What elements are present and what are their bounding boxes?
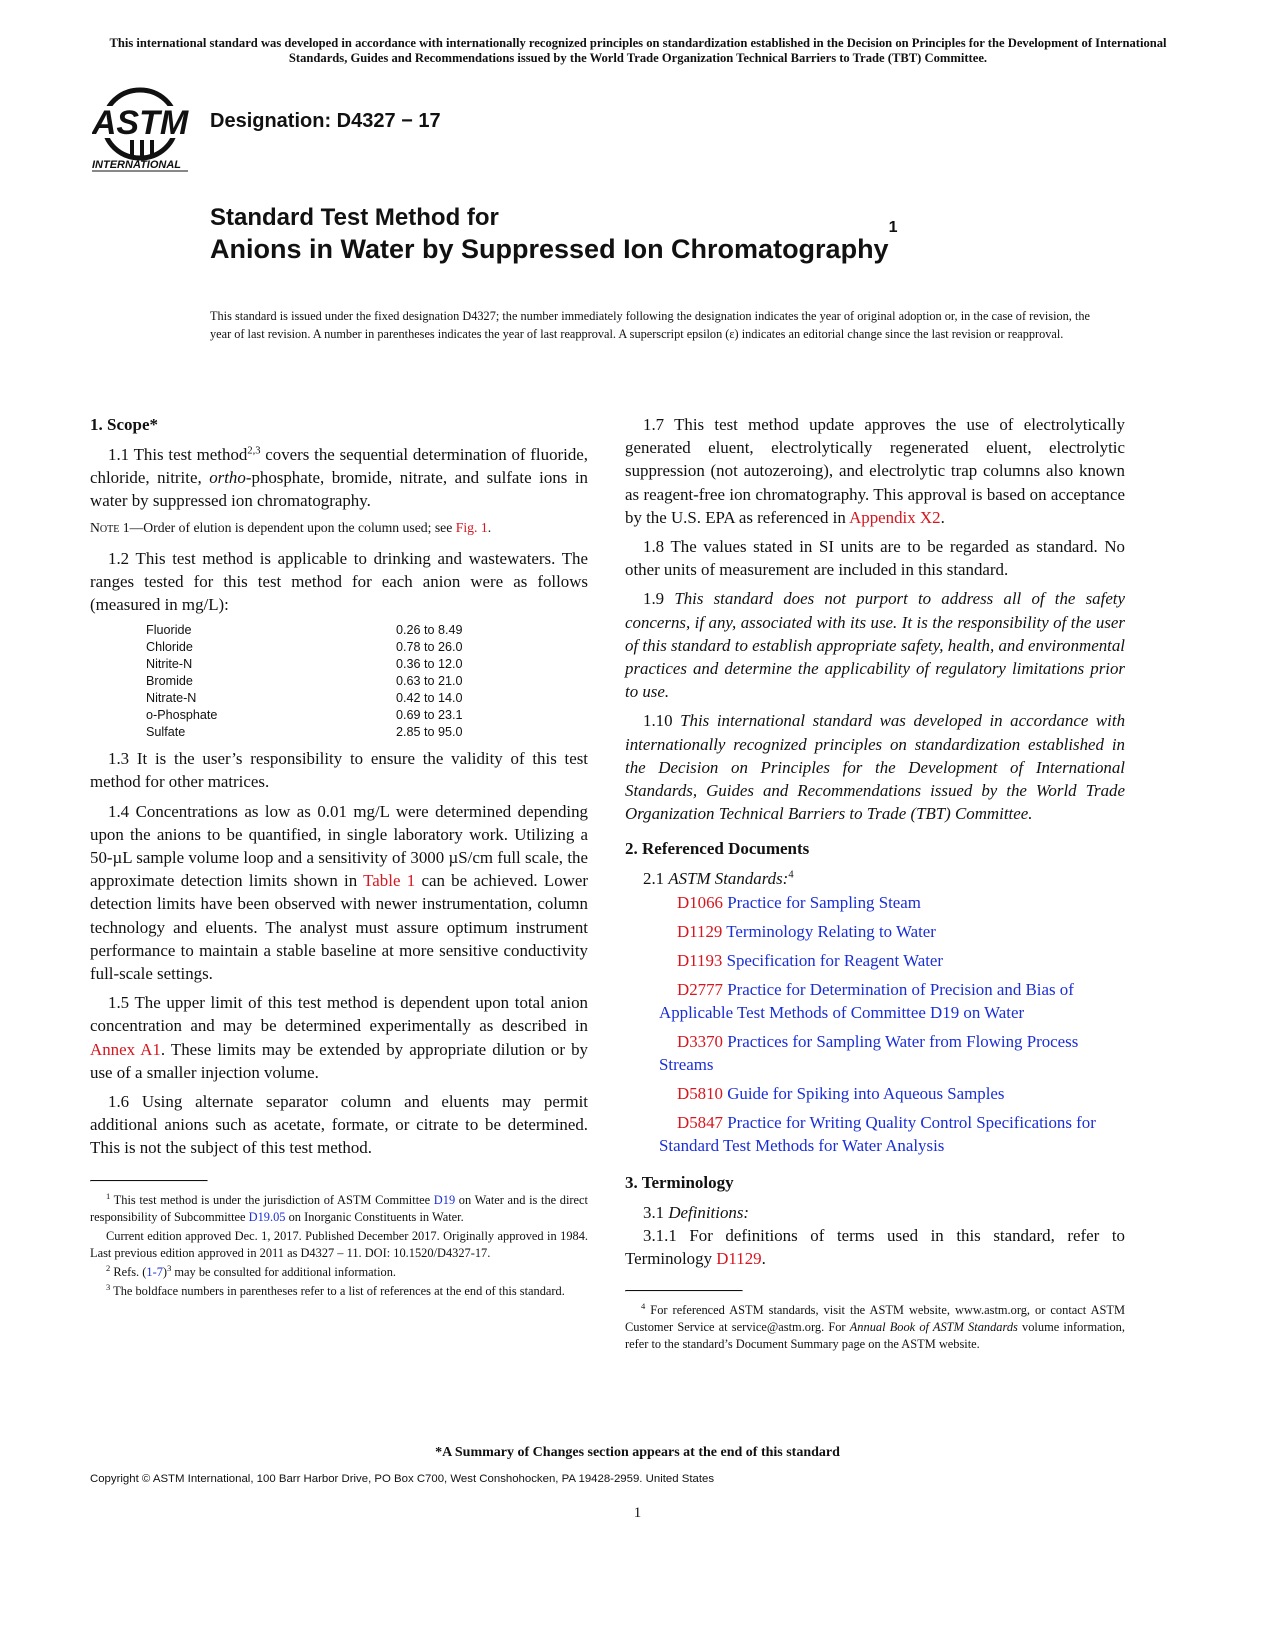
title-footnote-ref[interactable]: 1 bbox=[888, 219, 898, 236]
document-code-link[interactable]: D1129 bbox=[677, 921, 723, 941]
anion-range: 2.85 to 95.0 bbox=[396, 725, 463, 740]
para-1-4: 1.4 Concentrations as low as 0.01 mg/L were determined depending upon the anions to be quantified, in single laboratory work. Utilizing a 50-µL sample volume loop and a sensitivity of 3000 µS/cm full scale, the approximate detection limits shown in Table 1 can be achieved. Lower detection limits have been observed with newer instrumentation, column technology and eluents. The analyst must assure optimum instrument performance to maintain a stable baseline at more sensitive conductivity full-scale settings. bbox=[90, 801, 589, 984]
anion-name: Bromide bbox=[146, 674, 193, 689]
document-title-link[interactable]: Guide for Spiking into Aqueous Samples bbox=[727, 1083, 1005, 1103]
para-1-6: 1.6 Using alternate separator column and eluents may permit additional anions such as acetate, formate, or citrate to be determined. This is not the subject of this test method. bbox=[90, 1092, 588, 1158]
left-column bbox=[90, 413, 588, 1302]
standard-notice: This international standard was developed in accordance with internationally recognized principles on standardization established in the Decision on Principles for the Development of International Standards, Guides and Recommendations issued by the World Trade Organization Technical Barriers to Trade (TBT) Committee. bbox=[109, 36, 1167, 65]
referenced-document bbox=[625, 949, 1125, 972]
anion-name: Nitrite-N bbox=[146, 657, 193, 672]
note-1: Note 1—Order of elution is dependent upon the column used; see Fig. 1. bbox=[90, 519, 492, 535]
table-1-link[interactable]: Table 1 bbox=[363, 871, 416, 891]
para-1-1: 1.1 This test method$^{2,3}$ covers the sequential determination of fluoride, chloride, nitrite, ortho-phosphate, bromide, nitrate, and sulfate ions in water by suppressed ion chromatography. bbox=[90, 445, 588, 511]
document-title-link[interactable]: Specification for Reagent Water bbox=[726, 950, 944, 970]
document-code-link[interactable]: D5810 bbox=[677, 1083, 723, 1103]
anion-row bbox=[146, 690, 516, 707]
document-code-link[interactable]: D1066 bbox=[677, 892, 723, 912]
anion-range: 0.36 to 12.0 bbox=[396, 657, 463, 672]
anion-row bbox=[146, 724, 516, 741]
section-1-heading: 1. Scope* bbox=[90, 415, 158, 434]
footnote-3: $^3$ The boldface numbers in parentheses refer to a list of references at the end of this standard. bbox=[106, 1281, 565, 1298]
footnotes-left bbox=[90, 1192, 588, 1300]
para-1-9: 1.9 This standard does not purport to address all of the safety concerns, if any, associated with its use. It is the responsibility of the user of this standard to establish appropriate safety, health, and environmental practices and determine the applicability of regulatory limitations prior to use. bbox=[625, 589, 1125, 702]
d1129-term-link[interactable]: D1129 bbox=[716, 1249, 762, 1269]
document-title-link[interactable]: Practice for Sampling Steam bbox=[727, 892, 921, 912]
right-column bbox=[625, 413, 1125, 1355]
title-line-2: Anions in Water by Suppressed Ion Chromatography$^1$ bbox=[210, 219, 898, 264]
summary-of-changes-note: *A Summary of Changes section appears at the end of this standard bbox=[435, 1445, 840, 1460]
para-1-2: 1.2 This test method is applicable to drinking and wastewaters. The ranges tested for this test method for each anion were as follows (measured in mg/L): bbox=[90, 548, 588, 615]
footnote-1: $^1$ This test method is under the jurisdiction of ASTM Committee D19 on Water and is the direct responsibility of Subcommittee D19.05 on Inorganic Constituents in Water. bbox=[90, 1190, 588, 1224]
para-1-8: 1.8 The values stated in SI units are to be regarded as standard. No other units of measurement are included in this standard. bbox=[625, 537, 1125, 580]
referenced-document bbox=[625, 1030, 1125, 1076]
logo-text: ASTM bbox=[92, 104, 189, 142]
para-1-5: 1.5 The upper limit of this test method is dependent upon total anion concentration and may be determined experimentally as described in Annex A1. These limits may be extended by appropriate dilution or by use of a smaller injection volume. bbox=[90, 993, 588, 1082]
anion-range: 0.78 to 26.0 bbox=[396, 640, 463, 655]
logo-subtitle: INTERNATIONAL bbox=[92, 159, 182, 171]
anion-name: Chloride bbox=[146, 640, 193, 655]
anion-name: o-Phosphate bbox=[146, 708, 218, 723]
anion-row bbox=[146, 622, 516, 639]
anion-name: Nitrate-N bbox=[146, 691, 197, 706]
document-title-link[interactable]: Practices for Sampling Water from Flowing Process Streams bbox=[659, 1031, 1079, 1074]
anion-range: 0.69 to 23.1 bbox=[396, 708, 463, 723]
refs-1-7-link[interactable]: 1-7 bbox=[146, 1264, 163, 1279]
page-number: 1 bbox=[633, 1505, 642, 1521]
document-code-link[interactable]: D3370 bbox=[677, 1031, 723, 1051]
referenced-documents-list bbox=[625, 891, 1125, 1157]
footnote-ref-4[interactable]: 4 bbox=[788, 869, 794, 881]
anion-row bbox=[146, 639, 516, 656]
document-code-link[interactable]: D1193 bbox=[677, 950, 723, 970]
astm-logo bbox=[92, 84, 196, 174]
issue-note: This standard is issued under the fixed designation D4327; the number immediately following the designation indicates the year of original adoption or, in the case of revision, the year of last revision. A number in parentheses indicates the year of last reapproval. A superscript epsilon (ε) indicates an editorial change since the last revision or reapproval. bbox=[210, 309, 1090, 341]
footnote-rule-left bbox=[90, 1180, 208, 1182]
para-3-1: 3.1 Definitions: bbox=[643, 1202, 750, 1222]
footnote-edition: Current edition approved Dec. 1, 2017. Published December 2017. Originally approved in 1984. Last previous edition approved in 2011 as D4327 – 11. DOI: 10.1520/D4327-17. bbox=[90, 1228, 588, 1260]
para-2-1: 2.1 ASTM Standards:$^4$ bbox=[643, 869, 794, 889]
referenced-document bbox=[625, 978, 1125, 1024]
title-line-1: Standard Test Method for bbox=[210, 204, 499, 231]
appendix-x2-link[interactable]: Appendix X2 bbox=[849, 507, 941, 527]
document-code-link[interactable]: D5847 bbox=[677, 1112, 723, 1132]
section-3-heading: 3. Terminology bbox=[625, 1172, 734, 1192]
document-title-link[interactable]: Practice for Determination of Precision and Bias of Applicable Test Methods of Committee D19 on Water bbox=[659, 979, 1074, 1022]
footnote-ref-2-3[interactable]: 2,3 bbox=[247, 445, 261, 457]
anion-range: 0.26 to 8.49 bbox=[396, 623, 463, 638]
fig-1-link[interactable]: Fig. 1 bbox=[455, 519, 488, 535]
document-title-link[interactable]: Practice for Writing Quality Control Specifications for Standard Test Methods for Water Analysis bbox=[659, 1112, 1096, 1155]
copyright: Copyright © ASTM International, 100 Barr Harbor Drive, PO Box C700, West Conshohocken, PA 19428-2959. United States bbox=[90, 1473, 715, 1485]
footnotes-right bbox=[625, 1302, 1125, 1353]
anion-name: Sulfate bbox=[146, 725, 186, 740]
astm-logo-icon bbox=[92, 84, 196, 174]
anion-row bbox=[146, 707, 516, 724]
referenced-document bbox=[625, 1082, 1125, 1105]
anion-name: Fluoride bbox=[146, 623, 192, 638]
document-code-link[interactable]: D2777 bbox=[677, 979, 723, 999]
footnote-2: $^2$ Refs. $(1-7)^3$ may be consulted for additional information. bbox=[106, 1262, 397, 1279]
annex-a1-link[interactable]: Annex A1 bbox=[90, 1039, 161, 1059]
designation: Designation: D4327 − 17 bbox=[210, 110, 441, 132]
para-1-7: 1.7 This test method update approves the use of electrolytically generated eluent, electrolytically regenerated eluent, electrolytic suppression (not autozeroing), and electrolytic trap columns also known as reagent-free ion chromatography. This approval is based on acceptance by the U.S. EPA as referenced in Appendix X2. bbox=[625, 415, 1125, 527]
para-1-3: 1.3 It is the user’s responsibility to ensure the validity of this test method for other matrices. bbox=[90, 749, 588, 792]
referenced-document bbox=[625, 920, 1125, 943]
title-block bbox=[210, 204, 897, 266]
anion-row bbox=[146, 673, 516, 690]
anion-row bbox=[146, 656, 516, 673]
anion-range-table bbox=[146, 622, 516, 741]
footnote-4: $^4$ For referenced ASTM standards, visit the ASTM website, www.astm.org, or contact ASTM Customer Service at service@astm.org. For Annual Book of ASTM Standards volume information, refer to the standard’s Document Summary page on the ASTM website. bbox=[625, 1301, 1125, 1352]
d19-05-link[interactable]: D19.05 bbox=[248, 1209, 286, 1224]
d19-link[interactable]: D19 bbox=[433, 1192, 456, 1207]
para-3-1-1: 3.1.1 For definitions of terms used in this standard, refer to Terminology D1129. bbox=[625, 1225, 1125, 1269]
anion-range: 0.42 to 14.0 bbox=[396, 691, 463, 706]
document-title-link[interactable]: Terminology Relating to Water bbox=[726, 921, 936, 941]
anion-range: 0.63 to 21.0 bbox=[396, 674, 463, 689]
referenced-document bbox=[625, 1111, 1125, 1157]
para-1-10: 1.10 This international standard was developed in accordance with internationally recognized principles on standardization established in the Decision on Principles for the Development of International Standards, Guides and Recommendations issued by the World Trade Organization Technical Barriers to Trade (TBT) Committee. bbox=[625, 711, 1126, 824]
referenced-document bbox=[625, 891, 1125, 914]
section-2-heading: 2. Referenced Documents bbox=[625, 839, 810, 859]
footnote-rule-right bbox=[625, 1290, 743, 1292]
